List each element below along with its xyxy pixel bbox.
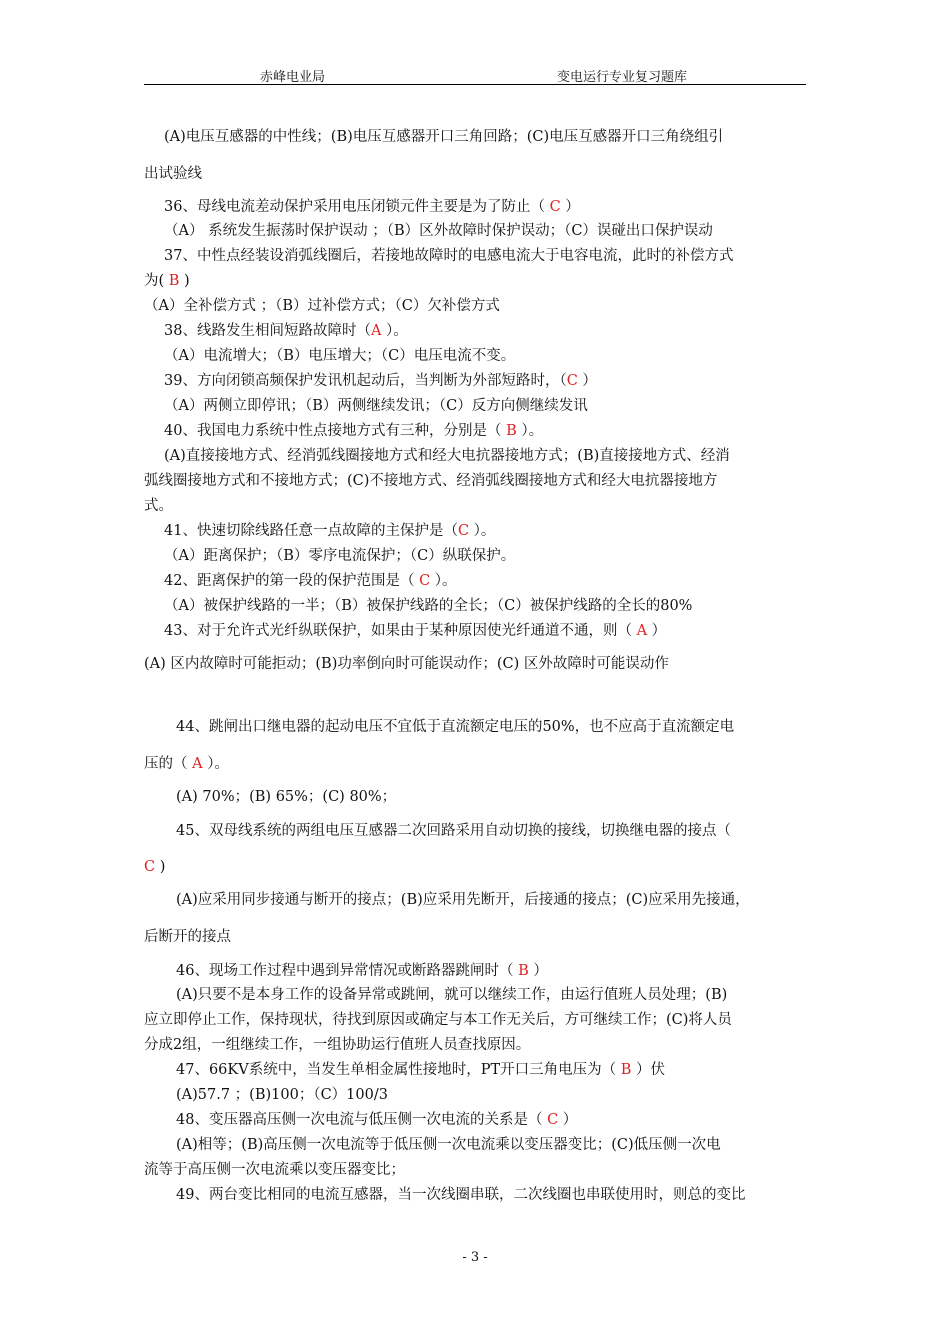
- line-text-tail: ）: [560, 199, 580, 215]
- answer-letter: C: [144, 859, 156, 875]
- text-line: [176, 718, 734, 736]
- line-text: (A)只要不是本身工作的设备异常或跳闸，就可以继续工作，由运行值班人员处理；(B): [176, 987, 728, 1003]
- text-line: [176, 891, 750, 909]
- text-line: [164, 422, 543, 440]
- line-text: 45、双母线系统的两组电压互感器二次回路采用自动切换的接线，切换继电器的接点（: [176, 823, 731, 839]
- line-text: 36、母线电流差动保护采用电压闭锁元件主要是为了防止（: [164, 199, 550, 215]
- text-line: [164, 247, 733, 265]
- text-line: [144, 655, 669, 673]
- header-document-title: 变电运行专业复习题库: [557, 70, 688, 85]
- text-line: [144, 1011, 732, 1029]
- line-text: 分成2组，一组继续工作，一组协助运行值班人员查找原因。: [144, 1037, 531, 1053]
- text-line: [144, 755, 229, 773]
- line-text: (A)电压互感器的中性线；(B)电压互感器开口三角回路；(C)电压互感器开口三角绕组引: [164, 129, 724, 145]
- line-text: 38、线路发生相间短路故障时（: [164, 323, 371, 339]
- line-text: 式。: [144, 498, 173, 514]
- text-line: [144, 272, 190, 290]
- text-line: [144, 858, 165, 876]
- line-text: (A) 区内故障时可能拒动；(B)功率倒向时可能误动作；(C) 区外故障时可能误动作: [144, 656, 669, 672]
- line-text-tail: ）伏: [631, 1062, 666, 1078]
- line-text: 39、方向闭锁高频保护发讯机起动后，当判断为外部短路时，（: [164, 373, 567, 389]
- text-line: [164, 622, 666, 640]
- line-text: 43、对于允许式光纤纵联保护，如果由于某种原因使光纤通道不通，则（: [164, 623, 637, 639]
- answer-letter: B: [620, 1062, 632, 1078]
- line-text-tail: ）: [577, 373, 597, 389]
- text-line: [144, 297, 500, 315]
- text-line: [164, 222, 713, 240]
- page-number: - 3 -: [462, 1250, 488, 1265]
- text-line: [144, 472, 717, 490]
- line-text: 42、距离保护的第一段的保护范围是（: [164, 573, 420, 589]
- answer-letter: C: [566, 373, 578, 389]
- answer-letter: C: [549, 199, 561, 215]
- text-line: [176, 1186, 745, 1204]
- line-text: 44、跳闸出口继电器的起动电压不宜低于直流额定电压的50%，也不应高于直流额定电: [176, 719, 735, 735]
- line-text: 后断开的接点: [144, 929, 231, 945]
- text-line: [144, 1036, 530, 1054]
- answer-letter: C: [457, 523, 470, 539]
- text-line: [176, 788, 396, 806]
- line-text: (A) 70%；(B) 65%；(C) 80%；: [176, 789, 397, 805]
- line-text-tail: ）。: [469, 523, 496, 539]
- line-text-tail: ): [155, 859, 166, 875]
- text-line: [164, 128, 723, 146]
- line-text: （A） 系统发生振荡时保护误动 ；（B）区外故障时保护误动；（C）误碰出口保护误动: [164, 223, 713, 239]
- line-text: 41、快速切除线路任意一点故障的主保护是（: [164, 523, 458, 539]
- text-line: [164, 572, 457, 590]
- line-text: 49、两台变比相同的电流互感器，当一次线圈串联，二次线圈也串联使用时，则总的变比: [176, 1187, 746, 1203]
- line-text: （A）距离保护；（B）零序电流保护；（C）纵联保护。: [164, 548, 516, 564]
- text-line: [176, 962, 548, 980]
- line-text: 应立即停止工作，保持现状，待找到原因或确定与本工作无关后，方可继续工作；(C)将人员: [144, 1012, 732, 1028]
- text-line: [164, 372, 597, 390]
- text-line: [164, 198, 580, 216]
- line-text: （A）全补偿方式 ；（B）过补偿方式；（C）欠补偿方式: [144, 298, 500, 314]
- answer-letter: B: [518, 963, 529, 979]
- page-header: [144, 64, 806, 85]
- line-text-tail: ): [179, 273, 190, 289]
- header-organization: 赤峰电业局: [260, 70, 326, 85]
- line-text: （A）两侧立即停讯；（B）两侧继续发讯；（C）反方向侧继续发讯: [164, 398, 588, 414]
- line-text: 为(: [144, 273, 169, 289]
- line-text-tail: ）。: [381, 323, 408, 339]
- answer-letter: B: [506, 423, 517, 439]
- line-text: (A)相等；(B)高压侧一次电流等于低压侧一次电流乘以变压器变比；(C)低压侧一次电: [176, 1137, 721, 1153]
- line-text: 37、中性点经装设消弧线圈后，若接地故障时的电感电流大于电容电流，此时的补偿方式: [164, 248, 734, 264]
- line-text-tail: ）: [647, 623, 667, 639]
- answer-letter: C: [419, 573, 431, 589]
- line-text: (A)直接接地方式、经消弧线圈接地方式和经大电抗器接地方式；(B)直接接地方式、经消: [164, 448, 730, 464]
- line-text-tail: ）: [558, 1112, 578, 1128]
- line-text: （A）电流增大；（B）电压增大；（C）电压电流不变。: [164, 348, 516, 364]
- answer-letter: A: [636, 623, 648, 639]
- text-line: [176, 1061, 665, 1079]
- text-line: [176, 1086, 388, 1104]
- answer-letter: A: [370, 323, 382, 339]
- line-text: 40、我国电力系统中性点接地方式有三种，分别是（: [164, 423, 507, 439]
- text-line: [144, 928, 231, 946]
- line-text: 47、66KV系统中，当发生单相金属性接地时，PT开口三角电压为（: [176, 1062, 621, 1078]
- line-text: 压的（: [144, 756, 193, 772]
- line-text: （A）被保护线路的一半；（B）被保护线路的全长；（C）被保护线路的全长的80%: [164, 598, 693, 614]
- line-text: (A)57.7 ；(B)100；（C）100/3: [176, 1087, 388, 1103]
- answer-letter: B: [168, 273, 180, 289]
- line-text: (A)应采用同步接通与断开的接点；(B)应采用先断开，后接通的接点；(C)应采用先接通，: [176, 892, 750, 908]
- text-line: [176, 822, 731, 840]
- text-line: [164, 522, 495, 540]
- text-line: [164, 447, 730, 465]
- line-text: 出试验线: [144, 166, 202, 182]
- text-line: [176, 986, 727, 1004]
- text-line: [164, 597, 692, 615]
- line-text: 46、现场工作过程中遇到异常情况或断路器跳闸时（: [176, 963, 519, 979]
- line-text-tail: ）。: [202, 756, 229, 772]
- line-text-tail: ）: [528, 963, 548, 979]
- text-line: [144, 497, 173, 515]
- text-line: [164, 347, 515, 365]
- line-text-tail: ）。: [430, 573, 457, 589]
- line-text: 流等于高压侧一次电流乘以变压器变比；: [144, 1162, 405, 1178]
- text-line: [144, 1161, 405, 1179]
- line-text-tail: ）。: [516, 423, 544, 439]
- text-line: [164, 547, 515, 565]
- text-line: [144, 165, 202, 183]
- answer-letter: A: [192, 756, 203, 772]
- text-line: [164, 322, 408, 340]
- line-text: 48、变压器高压侧一次电流与低压侧一次电流的关系是（: [176, 1112, 548, 1128]
- text-line: [176, 1111, 577, 1129]
- answer-letter: C: [547, 1112, 559, 1128]
- line-text: 弧线圈接地方式和不接地方式；(C)不接地方式、经消弧线圈接地方式和经大电抗器接地方: [144, 473, 718, 489]
- text-line: [176, 1136, 721, 1154]
- text-line: [164, 397, 588, 415]
